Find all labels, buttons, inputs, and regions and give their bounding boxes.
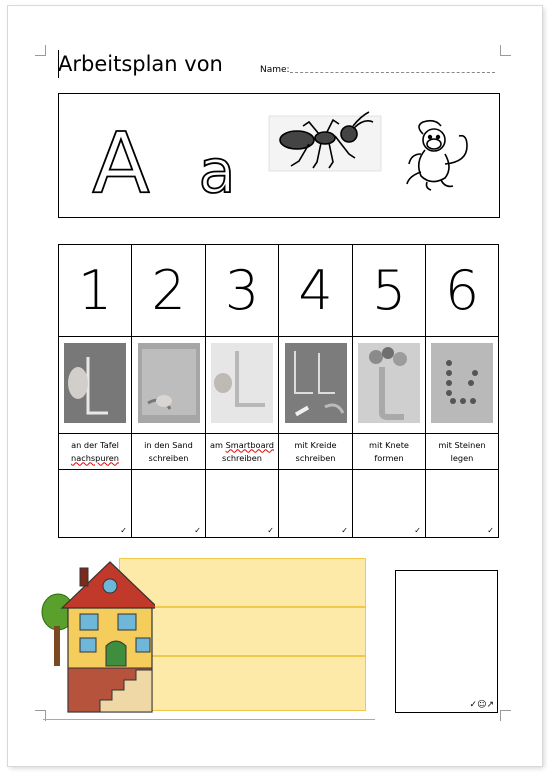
station-label: an der Tafel nachspuren: [59, 434, 132, 470]
outline-uppercase-a: A: [92, 114, 150, 212]
station-number: 2: [132, 245, 206, 337]
ant-icon: [269, 112, 381, 171]
crop-mark-top-left: [35, 45, 46, 56]
monkey-icon: [407, 121, 467, 190]
station-number: 1: [59, 245, 132, 337]
page-title[interactable]: Arbeitsplan von: [58, 52, 223, 76]
chalkboard-photo-icon: [64, 343, 126, 423]
self-assessment-symbols: ✓☺↗: [469, 700, 494, 710]
chalk-photo-icon: [285, 343, 347, 423]
check-field[interactable]: [59, 470, 132, 538]
station-table: [58, 244, 499, 538]
name-line[interactable]: [290, 72, 495, 73]
check-field[interactable]: [279, 470, 353, 538]
checkmark-icon: ✓: [267, 526, 274, 535]
check-field[interactable]: [206, 470, 279, 538]
writing-line-2[interactable]: [119, 607, 366, 656]
document-page: [8, 6, 542, 766]
station-number: 5: [353, 245, 426, 337]
name-label: Name:: [260, 65, 290, 75]
station-label: in den Sand schreiben: [132, 434, 206, 470]
sand-photo-icon: [138, 343, 200, 423]
checkmark-icon: ✓: [487, 526, 494, 535]
writing-line-3[interactable]: [119, 656, 366, 711]
playdough-photo-icon: [358, 343, 420, 423]
self-assessment-box[interactable]: [395, 570, 498, 713]
station-label: am Smartboard schreiben: [206, 434, 279, 470]
writing-line-1[interactable]: [119, 558, 366, 607]
station-number: 6: [426, 245, 499, 337]
checkbox-row: [59, 470, 499, 538]
checkmark-icon: ✓: [341, 526, 348, 535]
check-field[interactable]: [132, 470, 206, 538]
footer-line: [43, 719, 375, 720]
stones-photo-icon: [431, 343, 493, 423]
crop-mark-bottom-right: [500, 710, 511, 721]
letter-intro-box: [58, 93, 500, 218]
checkmark-icon: ✓: [414, 526, 421, 535]
station-label: mit Knete formen: [353, 434, 426, 470]
crop-mark-top-right: [500, 45, 511, 56]
station-label: mit Steinen legen: [426, 434, 499, 470]
station-number: 4: [279, 245, 353, 337]
station-label: mit Kreide schreiben: [279, 434, 353, 470]
check-field[interactable]: [426, 470, 499, 538]
number-row: [59, 245, 499, 337]
checkmark-icon: ✓: [120, 526, 127, 535]
house-icon: [40, 556, 155, 714]
checkmark-icon: ✓: [194, 526, 201, 535]
outline-lowercase-a: a: [198, 137, 236, 207]
photo-row: [59, 337, 499, 434]
letter-illustrations: [59, 94, 499, 217]
smartboard-photo-icon: [211, 343, 273, 423]
check-field[interactable]: [353, 470, 426, 538]
station-number: 3: [206, 245, 279, 337]
label-row: [59, 434, 499, 470]
